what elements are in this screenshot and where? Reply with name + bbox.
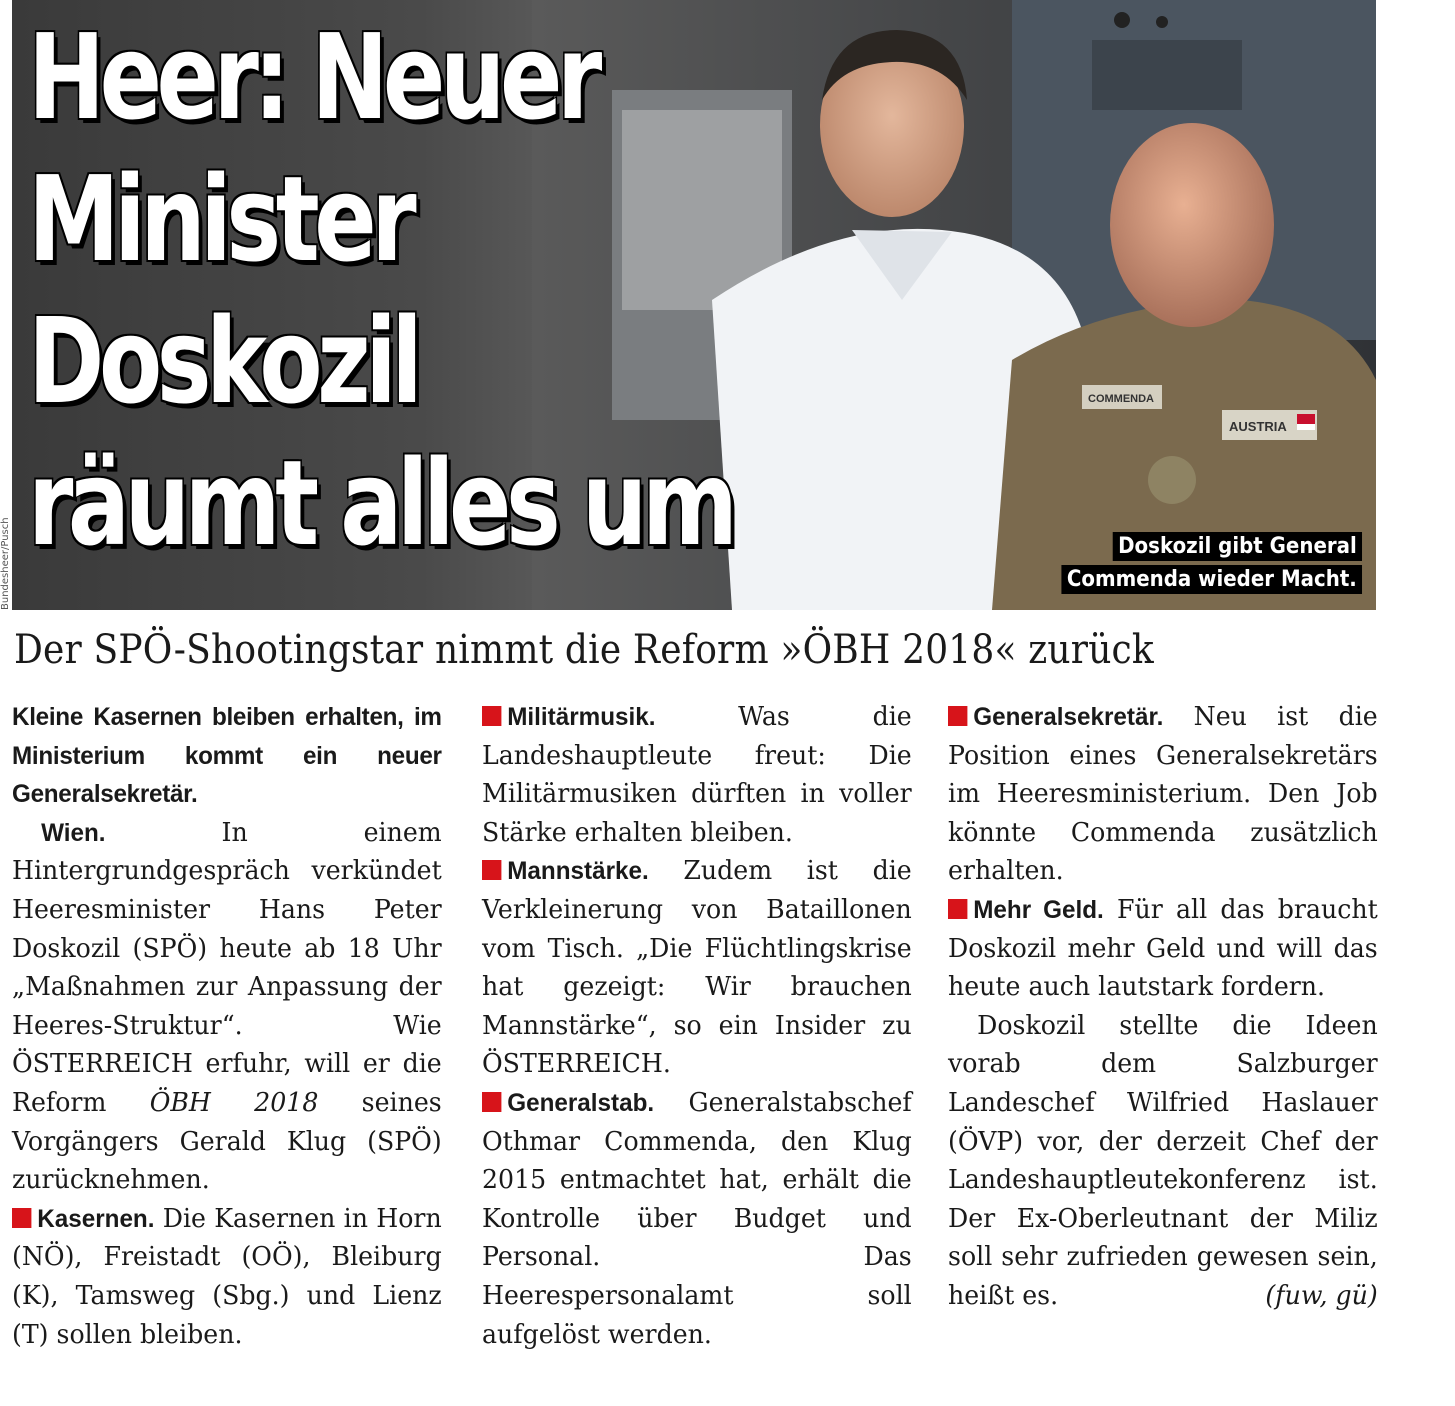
headline [28, 6, 732, 574]
section-militaermusik [482, 698, 912, 852]
photo-caption [1028, 532, 1362, 598]
red-square-bullet [482, 860, 501, 880]
section-kasernen [12, 1200, 442, 1354]
uniform-tag-austria: AUSTRIA [1229, 419, 1287, 434]
text-mehr-geld: Für all das braucht Doskozil mehr Geld und will das heute auch lautstark fordern. [948, 894, 1378, 1003]
dateline: Wien. [41, 818, 106, 847]
text-kasernen: Die Kasernen in Horn (NÖ), Freistadt (OÖ), Bleiburg (K), Tamsweg (Sbg.) und Lienz (T) sollen bleiben. [12, 1203, 442, 1350]
caption-line-2: Commenda wieder Macht. [1061, 565, 1362, 594]
subheadline: Der SPÖ-Shootingstar nimmt die Reform »ÖBH 2018« zurück [14, 627, 1154, 673]
text-generalstab: Generalstabschef Othmar Commenda, den Klug 2015 entmachtet hat, erhält die Kontrolle über Budget und Personal. Das Heerespersonalamt soll aufgelöst werden. [482, 1087, 912, 1350]
uniform-tag-commenda: COMMENDA [1088, 393, 1154, 405]
closing-paragraph [948, 1007, 1378, 1316]
headline-line-2: Minister [28, 150, 412, 288]
header-photo [12, 0, 1376, 610]
red-square-bullet [482, 1092, 501, 1112]
headline-line-1: Heer: Neuer [28, 8, 597, 146]
headline-line-3: Doskozil [28, 292, 418, 430]
headline-line-4: räumt alles um [28, 434, 733, 572]
red-square-bullet [482, 706, 501, 726]
section-generalsekretaer [948, 698, 1378, 891]
section-generalstab [482, 1084, 912, 1354]
red-square-bullet [948, 706, 967, 726]
photo-credit: Bundesheer/Pusch [0, 517, 11, 610]
kicker-militaermusik: Militärmusik. [507, 703, 656, 731]
article-column-3 [948, 698, 1378, 1316]
text-mannstaerke: Zudem ist die Verkleinerung von Bataillonen vom Tisch. „Die Flüchtlingskrise hat gezeigt: Wir brauchen Mannstärke“, so ein Insider zu ÖSTERREICH. [482, 856, 912, 1080]
body-text-1: In einem Hintergrundgespräch verkündet Heeresminister Hans Peter Doskozil (SPÖ) heute ab 18 Uhr „Maßnahmen zur Anpassung der Heeres-Struktur“. Wie ÖSTERREICH erfuhr, will er die Reform [12, 817, 442, 1118]
text-closing: Doskozil stellte die Ideen vorab dem Salzburger Landeschef Wilfried Haslauer (ÖVP) vor, der derzeit Chef der Landeshauptleutekonferenz ist. Der Ex-Oberleutnant der Miliz soll sehr zufrieden gewesen sein, heißt es. [948, 1010, 1378, 1311]
section-mannstaerke [482, 852, 912, 1084]
article-column-2 [482, 698, 912, 1354]
section-mehr-geld [948, 891, 1378, 1007]
article-column-1 [12, 698, 442, 1354]
caption-line-1: Doskozil gibt General [1113, 532, 1362, 561]
body-paragraph-wien [12, 814, 442, 1200]
kicker-kasernen: Kasernen. [37, 1204, 155, 1233]
red-square-bullet [12, 1208, 31, 1228]
lead-paragraph: Kleine Kasernen bleiben erhalten, im Ministerium kommt ein neuer Generalsekretär. [12, 703, 442, 809]
kicker-generalsekretaer: Generalsekretär. [973, 703, 1164, 731]
reform-name: ÖBH 2018 [149, 1087, 319, 1118]
author-signature: (fuw, gü) [1265, 1280, 1378, 1311]
text-generalsekretaer: Neu ist die Position eines Generalsekretärs im Heeresministerium. Den Job könnte Commenda zusätzlich erhalten. [948, 702, 1378, 887]
red-square-bullet [948, 899, 967, 919]
kicker-generalstab: Generalstab. [507, 1088, 655, 1117]
text-militaermusik: Was die Landeshauptleute freut: Die Militärmusiken dürften in voller Stärke erhalten bleiben. [482, 702, 912, 848]
body-text-2: seines Vorgängers Gerald Klug (SPÖ) zurücknehmen. [12, 1087, 442, 1196]
kicker-mehr-geld: Mehr Geld. [973, 895, 1104, 924]
kicker-mannstaerke: Mannstärke. [507, 857, 649, 886]
